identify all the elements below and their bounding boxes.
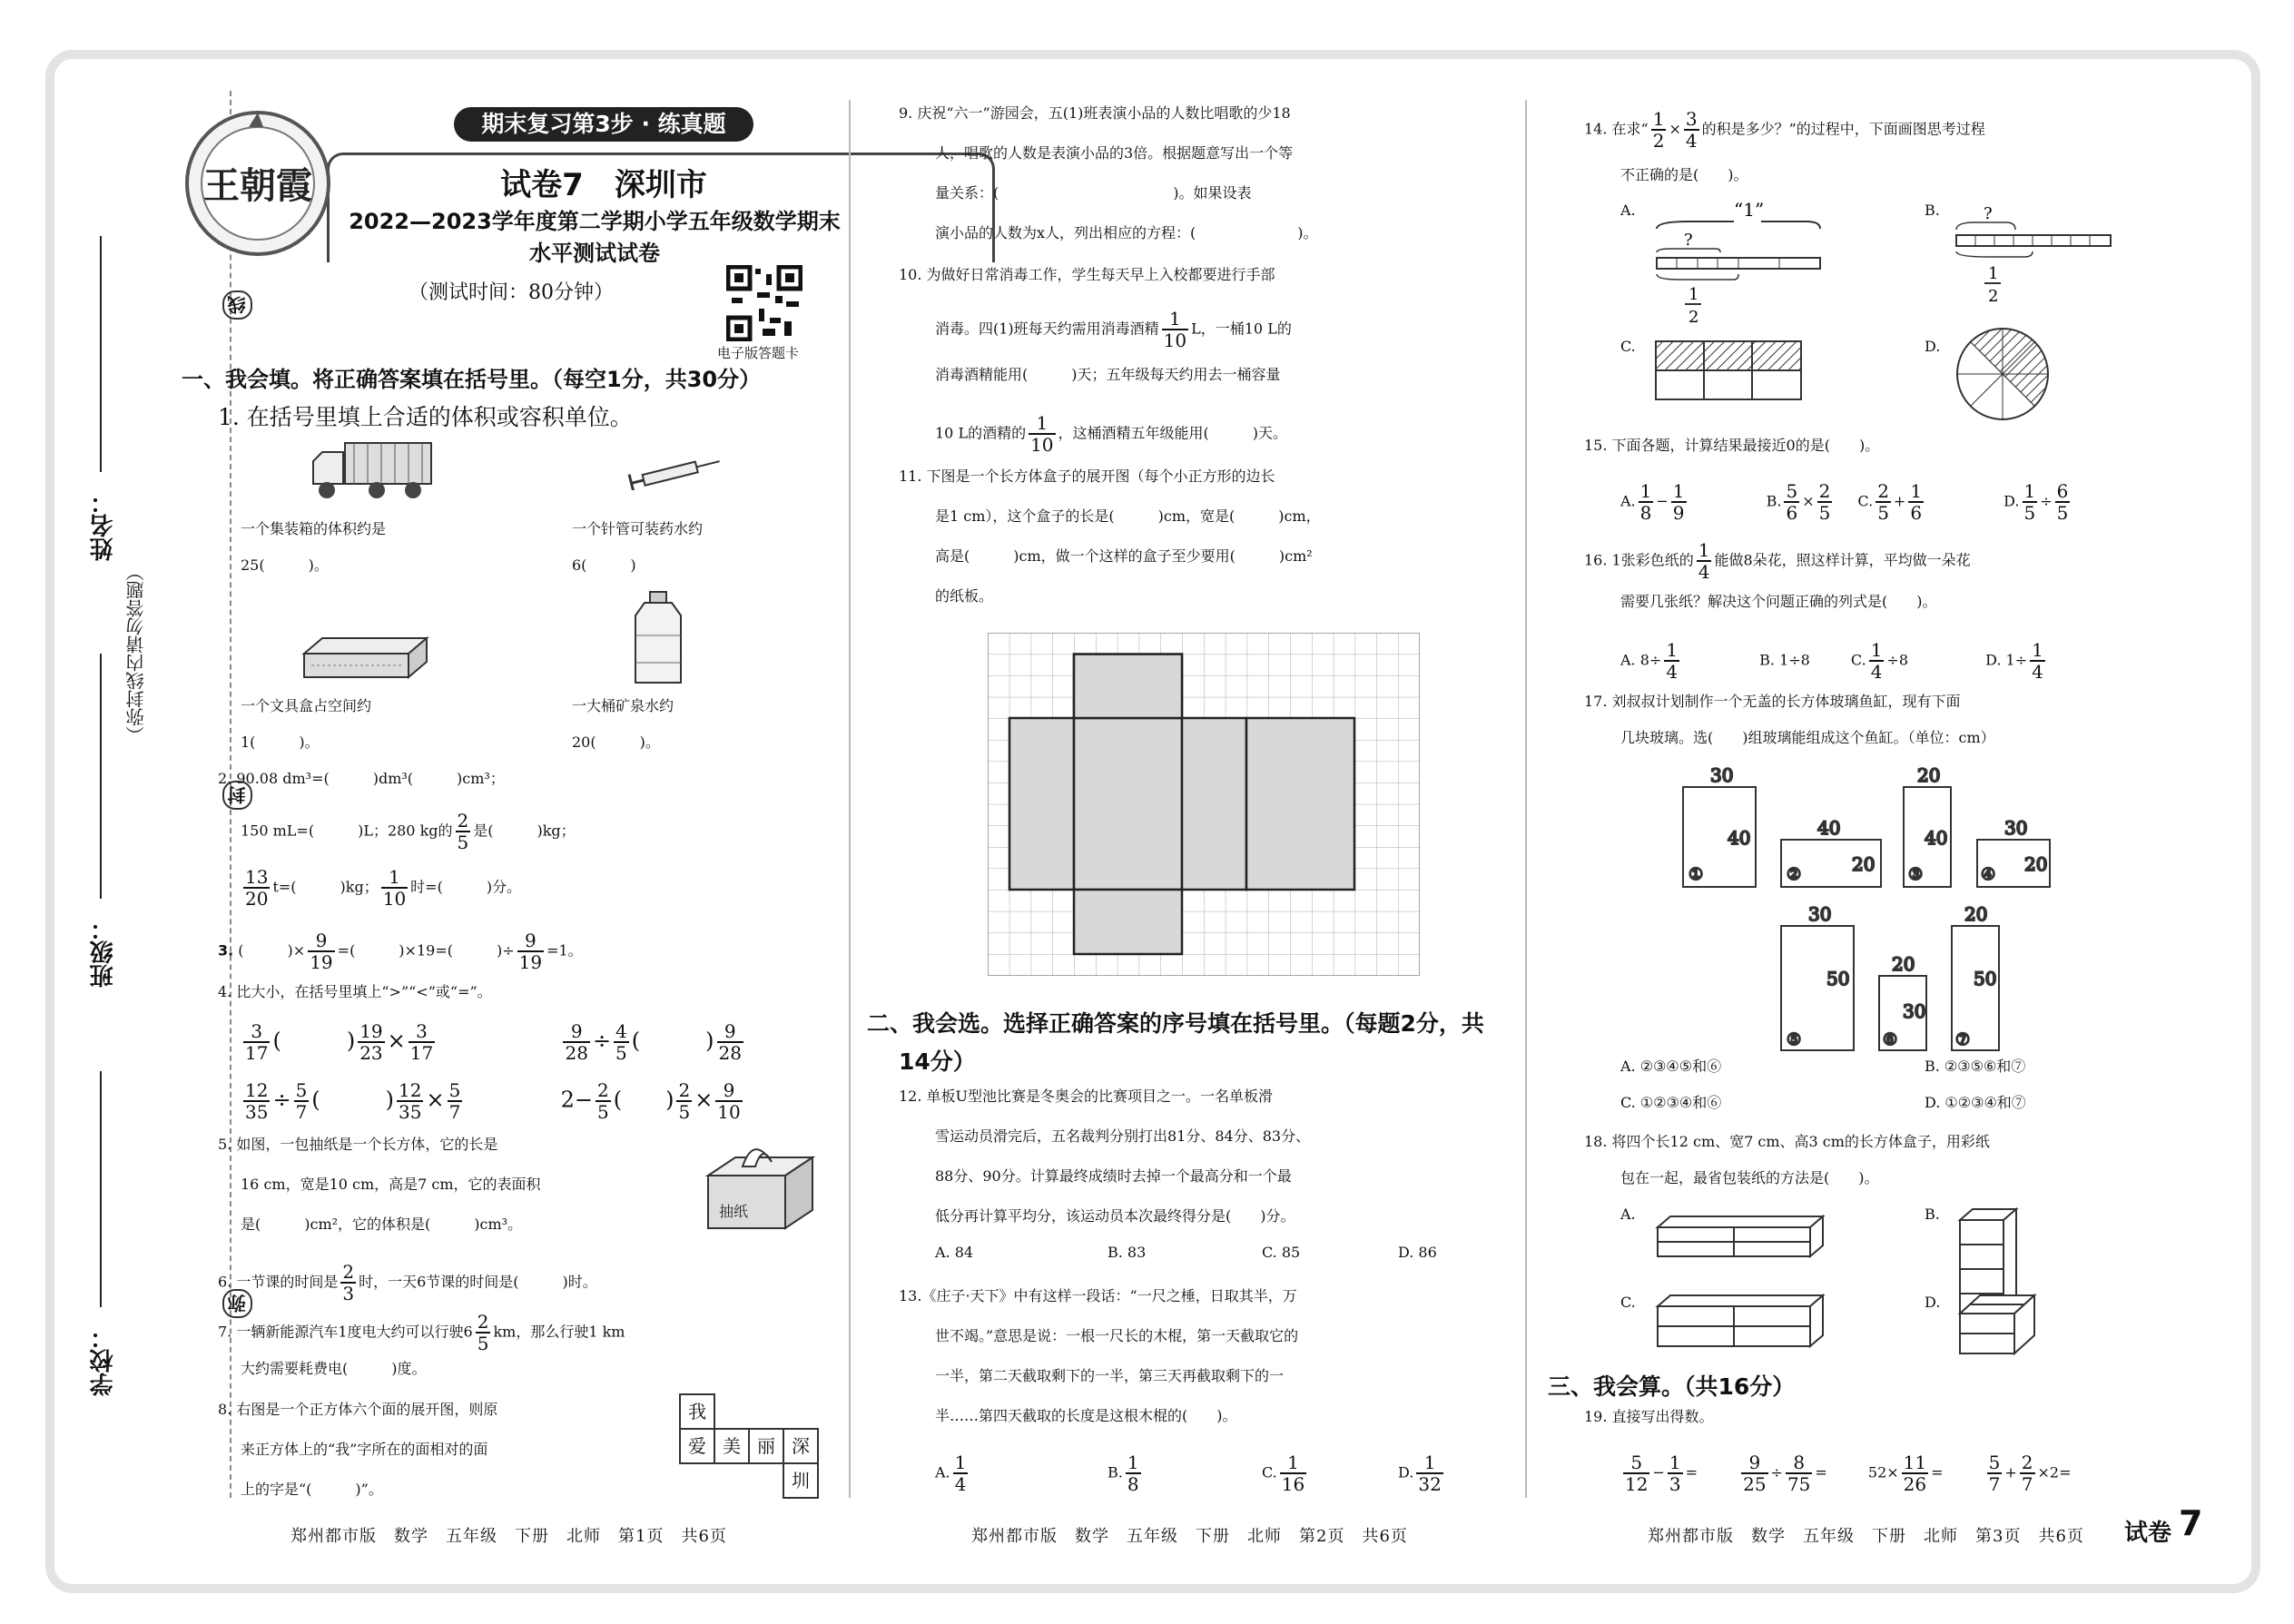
q12-option-c[interactable]: C. 85 bbox=[1262, 1244, 1301, 1261]
svg-text:30: 30 bbox=[2004, 817, 2028, 839]
column-divider-2 bbox=[1525, 100, 1527, 1498]
q18-diagram-a bbox=[1654, 1215, 1826, 1260]
svg-text:②: ② bbox=[1787, 865, 1802, 884]
q2c-text2[interactable]: 时=( )分。 bbox=[410, 878, 522, 896]
q12-line1: 12. 单板U型池比赛是冬奥会的比赛项目之一。一名单板滑 bbox=[899, 1088, 1274, 1105]
q16-options[interactable]: A. 8÷ $\frac{1}{4}$ B. 1÷8 C. $\frac{1}{4}$ ÷8 D. 1÷ $\frac{1}{4}$ bbox=[1620, 639, 2043, 683]
section3-title: 三、我会算。（共16分） bbox=[1548, 1373, 1796, 1400]
q18-option-c[interactable]: C. bbox=[1620, 1294, 1636, 1311]
cube-net: 我 爱 美 丽 深 圳 bbox=[679, 1393, 815, 1502]
name-line[interactable] bbox=[100, 236, 102, 472]
q11-line4: 的纸板。 bbox=[935, 587, 994, 605]
footer-page1: 郑州都市版 数学 五年级 下册 北师 第1页 共6页 bbox=[290, 1527, 727, 1546]
fraction-2-5: $\frac{2}{5}$ bbox=[457, 810, 469, 853]
q10-line4[interactable]: 10 L的酒精的 $\frac{1}{10}$ ，这桶酒精五年级能用( )天。 bbox=[935, 412, 1288, 456]
q15-text[interactable]: 15. 下面各题，计算结果最接近0的是( )。 bbox=[1584, 437, 1880, 454]
q1d-text1: 一大桶矿泉水约 bbox=[572, 697, 674, 714]
q18-line2[interactable]: 包在一起，最省包装纸的方法是( )。 bbox=[1620, 1169, 1879, 1186]
q9-line3[interactable]: 量关系：( )。如果设表 bbox=[935, 184, 1252, 202]
svg-text:1: 1 bbox=[1689, 285, 1699, 304]
logo-text: 王朝霞 bbox=[203, 164, 312, 207]
q18-line1: 18. 将四个长12 cm、宽7 cm、高3 cm的长方体盒子，用彩纸 bbox=[1584, 1133, 1990, 1150]
svg-text:40: 40 bbox=[1817, 817, 1841, 839]
q5-line3[interactable]: 是( )cm²，它的体积是( )cm³。 bbox=[241, 1216, 523, 1233]
svg-text:④: ④ bbox=[1981, 865, 1996, 884]
svg-text:2: 2 bbox=[1689, 308, 1699, 327]
name-label: 姓名： bbox=[90, 490, 117, 561]
seal-label-xian: 线 bbox=[222, 290, 252, 320]
q12-option-a[interactable]: A. 84 bbox=[935, 1244, 974, 1261]
exam-title: 试卷7 深圳市 bbox=[500, 167, 707, 203]
paper-number: 7 bbox=[2179, 1503, 2203, 1543]
svg-text:30: 30 bbox=[1903, 1000, 1926, 1022]
tissue-box-icon bbox=[699, 1135, 817, 1235]
q8-line1: 8. 右图是一个正方体六个面的展开图，则原 bbox=[218, 1401, 498, 1418]
q5-line2: 16 cm，宽是10 cm，高是7 cm，它的表面积 bbox=[241, 1176, 541, 1193]
q5-line1: 5. 如图，一包抽纸是一个长方体，它的长是 bbox=[218, 1136, 498, 1153]
q2-line2 bbox=[241, 811, 576, 852]
tissue-label: 抽纸 bbox=[719, 1203, 749, 1220]
seal-label-mi: 弥 bbox=[222, 1289, 252, 1318]
q14-option-c[interactable]: C. bbox=[1620, 338, 1636, 355]
q18-option-d[interactable]: D. bbox=[1925, 1294, 1941, 1311]
school-label: 学校： bbox=[90, 1325, 117, 1396]
q2-line1[interactable]: 2. 90.08 dm³=( )dm³( )cm³； bbox=[218, 770, 505, 787]
q17-option-d[interactable]: D. ①②③④和⑦ bbox=[1925, 1094, 2026, 1111]
seal-note: （弥封线内请勿答题） bbox=[125, 563, 147, 744]
svg-text:40: 40 bbox=[1925, 827, 1948, 849]
q16-line1: 16. 1张彩色纸的 $\frac{1}{4}$ 能做8朵花，照这样计算，平均做一朵花 bbox=[1584, 539, 1971, 583]
q12-option-d[interactable]: D. 86 bbox=[1398, 1244, 1437, 1261]
q18-option-b[interactable]: B. bbox=[1925, 1206, 1940, 1223]
q11-line1: 11. 下图是一个长方体盒子的展开图（每个小正方形的边长 bbox=[899, 468, 1275, 485]
q1c-text2[interactable]: 1( )。 bbox=[241, 733, 320, 751]
q1b-text2[interactable]: 6( ) bbox=[572, 556, 636, 574]
cuboid-net-grid bbox=[988, 633, 1420, 976]
class-line[interactable] bbox=[100, 654, 102, 899]
q11-line2[interactable]: 是1 cm），这个盒子的长是( )cm，宽是( )cm， bbox=[935, 507, 1321, 525]
q3-line[interactable]: 3. ( )× $\frac{9}{19}$ =( )×19=( )÷ $\frac{9}{19}$ =1。 bbox=[218, 930, 583, 973]
exam-subtitle: 2022—2023学年度第二学期小学五年级数学期末水平测试试卷 bbox=[349, 209, 841, 266]
svg-text:①: ① bbox=[1689, 865, 1704, 884]
q15-options[interactable]: A. $\frac{1}{8}$ − $\frac{1}{9}$ B. $\frac{5}{6}$ × $\frac{2}{5}$ C. $\frac{2}{5}$ + $\frac{1}{6}$ D. $\frac{1}{5}$ ÷ $\frac{6}{5}$ bbox=[1620, 480, 2069, 524]
truck-icon bbox=[309, 434, 436, 507]
q17-line2[interactable]: 几块玻璃。选( )组玻璃能组成这个鱼缸。（单位：cm） bbox=[1620, 729, 1995, 746]
q9-line4[interactable]: 演小品的人数为x人，列出相应的方程：( )。 bbox=[935, 224, 1318, 241]
q13-line1: 13.《庄子·天下》中有这样一段话：“一尺之棰，日取其半，万 bbox=[899, 1287, 1297, 1304]
q17-option-b[interactable]: B. ②③⑤⑥和⑦ bbox=[1925, 1058, 2026, 1075]
q12-line3: 88分、90分。计算最终成绩时去掉一个最高分和一个最 bbox=[935, 1167, 1292, 1185]
svg-text:20: 20 bbox=[1892, 953, 1915, 975]
fraction-1-10: $\frac{1}{10}$ bbox=[382, 866, 407, 910]
q13-option-d[interactable]: D. $\frac{1}{32}$ bbox=[1398, 1452, 1442, 1495]
q14-quote-label: “1” bbox=[1734, 202, 1765, 221]
q14-line1: 14. 在求“ $\frac{1}{2}$ × $\frac{3}{4}$ 的积是多少？”的过程中，下面画图思考过程 bbox=[1584, 108, 1985, 152]
svg-text:20: 20 bbox=[1852, 853, 1876, 875]
pencil-case-icon bbox=[295, 631, 431, 685]
publisher-logo bbox=[182, 107, 334, 260]
q14-line2[interactable]: 不正确的是( )。 bbox=[1620, 166, 1748, 183]
q6-line[interactable]: 6. 一节课的时间是 $\frac{2}{3}$ 时，一天6节课的时间是( )时。 bbox=[218, 1261, 597, 1304]
q17-option-c[interactable]: C. ①②③④和⑥ bbox=[1620, 1094, 1722, 1111]
section2-title-cont: 14分） bbox=[899, 1048, 976, 1075]
q9-line1: 9. 庆祝“六一”游园会，五(1)班表演小品的人数比唱歌的少18 bbox=[899, 104, 1291, 122]
svg-text:?: ? bbox=[1684, 231, 1693, 250]
q19-text: 19. 直接写出得数。 bbox=[1584, 1408, 1714, 1425]
footer-page2: 郑州都市版 数学 五年级 下册 北师 第2页 共6页 bbox=[971, 1527, 1408, 1546]
q2-line3 bbox=[241, 867, 521, 909]
q10-line1: 10. 为做好日常消毒工作，学生每天早上入校都要进行手部 bbox=[899, 266, 1275, 283]
q13-line2: 世不竭。”意思是说：一根一尺长的木棍，第一天截取它的 bbox=[935, 1327, 1299, 1344]
q14-option-d[interactable]: D. bbox=[1925, 338, 1941, 355]
q10-line2: 消毒。四(1)班每天约需用消毒酒精 $\frac{1}{10}$ L，一桶10 L的 bbox=[935, 308, 1292, 351]
section2-title: 二、我会选。选择正确答案的序号填在括号里。（每题2分，共 bbox=[867, 1010, 1484, 1037]
exam-time: （测试时间：80分钟） bbox=[409, 281, 614, 304]
class-label: 班级： bbox=[90, 917, 117, 988]
q1-text: 1. 在括号里填上合适的体积或容积单位。 bbox=[218, 404, 633, 430]
q13-line3: 一半，第二天截取剩下的一半，第三天再截取剩下的一 bbox=[935, 1367, 1285, 1384]
q4-row1[interactable]: $\frac{3}{17}$ ( ) $\frac{19}{23}$ × $\frac{3}{17}$ $\frac{9}{28}$ ÷ $\frac{4}{5}$ ( ) $\frac{9}{28}$ bbox=[245, 1020, 742, 1064]
q18-option-a[interactable]: A. bbox=[1620, 1206, 1636, 1223]
q4-text: 4. 比大小，在括号里填上“>”“<”或“=”。 bbox=[218, 983, 492, 1000]
svg-text:50: 50 bbox=[1826, 968, 1850, 989]
q14-option-b[interactable]: B. bbox=[1925, 202, 1940, 219]
column-divider-1 bbox=[849, 100, 851, 1498]
q19-expressions[interactable]: $\frac{5}{12}$ − $\frac{1}{3}$ = $\frac{9}{25}$ ÷ $\frac{8}{75}$ = 52× $\frac{11}{26}$ = $\frac{5}{7}$ + $\frac{2}{7}$ ×2= bbox=[1625, 1452, 2072, 1495]
footer-page3: 郑州都市版 数学 五年级 下册 北师 第3页 共6页 bbox=[1648, 1527, 2084, 1546]
syringe-icon bbox=[626, 454, 726, 490]
fraction-13-20: $\frac{13}{20}$ bbox=[245, 866, 269, 910]
q10-line3[interactable]: 消毒酒精能用( )天；五年级每天约用去一桶容量 bbox=[935, 366, 1281, 383]
svg-text:③: ③ bbox=[1908, 865, 1924, 884]
svg-text:⑤: ⑤ bbox=[1787, 1030, 1802, 1049]
qr-code-icon[interactable] bbox=[726, 265, 802, 341]
q12-option-b[interactable]: B. 83 bbox=[1108, 1244, 1147, 1261]
q2b-text1[interactable]: 150 mL=( )L；280 kg的 bbox=[241, 822, 453, 840]
svg-text:30: 30 bbox=[1710, 767, 1734, 786]
svg-text:40: 40 bbox=[1728, 827, 1751, 849]
svg-text:2: 2 bbox=[1988, 287, 1999, 306]
seal-label-feng: 封 bbox=[222, 781, 252, 810]
svg-text:⑥: ⑥ bbox=[1883, 1030, 1898, 1049]
q2b-text2[interactable]: 是( )kg； bbox=[473, 822, 576, 840]
q17-option-a[interactable]: A. ②③④⑤和⑥ bbox=[1620, 1058, 1722, 1075]
q13-line4[interactable]: 半……第四天截取的长度是这根木棍的( )。 bbox=[935, 1407, 1237, 1424]
q14-option-a[interactable]: A. bbox=[1620, 202, 1636, 219]
glass-panels-figure bbox=[1670, 767, 2088, 1058]
q8-line2: 来正方体上的“我”字所在的面相对的面 bbox=[241, 1441, 488, 1458]
q8-line3[interactable]: 上的字是“( )”。 bbox=[241, 1481, 383, 1498]
q18-diagram-d bbox=[1956, 1294, 2038, 1357]
q13-option-b[interactable]: B. $\frac{1}{8}$ bbox=[1108, 1452, 1139, 1495]
q1b-text1: 一个针管可装药水约 bbox=[572, 520, 704, 537]
svg-text:⑦: ⑦ bbox=[1955, 1030, 1971, 1049]
q1c-text1: 一个文具盒占空间约 bbox=[241, 697, 372, 714]
q13-option-a[interactable]: A. $\frac{1}{4}$ bbox=[935, 1452, 967, 1495]
school-line[interactable] bbox=[100, 1071, 102, 1307]
paper-label: 试卷 bbox=[2124, 1520, 2172, 1547]
q16-line2[interactable]: 需要几张纸？解决这个问题正确的列式是( )。 bbox=[1620, 593, 1937, 610]
q14-diagram-c bbox=[1654, 340, 1804, 403]
q12-line2: 雪运动员滑完后，五名裁判分别打出81分、84分、83分、 bbox=[935, 1127, 1311, 1145]
q4-row2[interactable]: $\frac{12}{35}$ ÷ $\frac{5}{7}$ ( ) $\frac{12}{35}$ × $\frac{5}{7}$ 2− $\frac{2}{5}$ ( ) $\frac{2}{5}$ × $\frac{9}{10}$ bbox=[245, 1079, 741, 1123]
q1a-text1: 一个集装箱的体积约是 bbox=[241, 520, 387, 537]
q9-line2: 人，唱歌的人数是表演小品的3倍。根据题意写出一个等 bbox=[935, 144, 1294, 162]
q17-line1: 17. 刘叔叔计划制作一个无盖的长方体玻璃鱼缸，现有下面 bbox=[1584, 693, 1961, 710]
q11-line3[interactable]: 高是( )cm，做一个这样的盒子至少要用( )cm² bbox=[935, 547, 1313, 565]
section1-title: 一、我会填。将正确答案填在括号里。（每空1分，共30分） bbox=[182, 367, 762, 392]
svg-text:50: 50 bbox=[1974, 968, 1997, 989]
qr-label: 电子版答题卡 bbox=[717, 345, 800, 361]
water-bottle-icon bbox=[626, 590, 690, 690]
svg-text:20: 20 bbox=[2024, 853, 2048, 875]
svg-text:1: 1 bbox=[1988, 264, 1999, 283]
header-pill: 期末复习第3步 · 练真题 bbox=[454, 107, 753, 142]
q1d-text2[interactable]: 20( )。 bbox=[572, 733, 660, 751]
q18-diagram-c bbox=[1654, 1294, 1826, 1350]
q14-diagram-d bbox=[1954, 325, 2052, 423]
q7-line1: 7. 一辆新能源汽车1度电大约可以行驶6 $\frac{2}{5}$ km，那么行驶1 km bbox=[218, 1311, 625, 1354]
svg-text:30: 30 bbox=[1808, 903, 1832, 925]
q14-diagram-b bbox=[1952, 204, 2115, 313]
q7-line2[interactable]: 大约需要耗费电( )度。 bbox=[241, 1360, 427, 1377]
svg-text:20: 20 bbox=[1964, 903, 1988, 925]
svg-text:?: ? bbox=[1984, 204, 1993, 223]
q12-line4[interactable]: 低分再计算平均分，该运动员本次最终得分是( )分。 bbox=[935, 1207, 1295, 1225]
q1a-text2[interactable]: 25( )。 bbox=[241, 556, 329, 574]
q13-option-c[interactable]: C. $\frac{1}{16}$ bbox=[1262, 1452, 1305, 1495]
q14-diagram-a bbox=[1652, 202, 1834, 329]
svg-text:20: 20 bbox=[1917, 767, 1941, 786]
q2c-text1[interactable]: t=( )kg； bbox=[272, 878, 379, 896]
exam-header bbox=[182, 107, 841, 266]
